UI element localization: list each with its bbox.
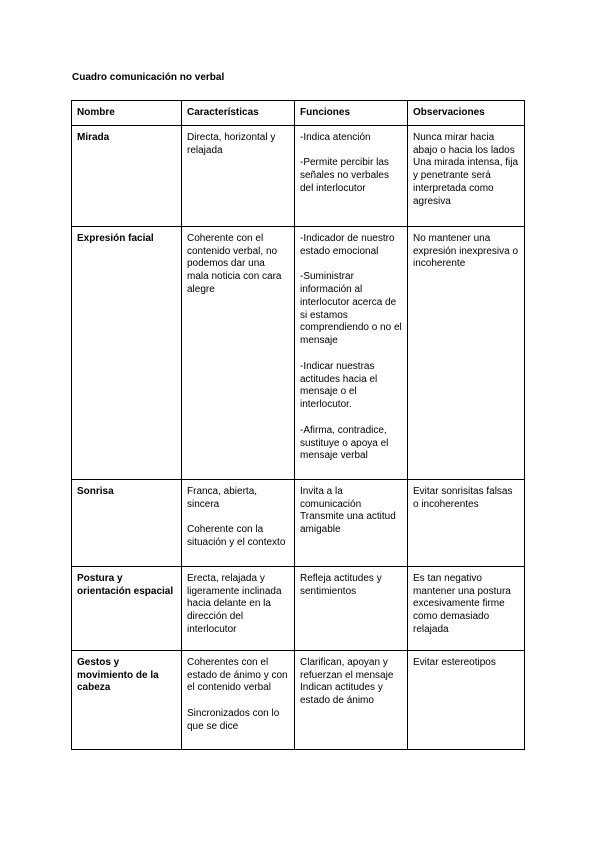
paragraph: -Indicar nuestras actitudes hacia el mensaje o el interlocutor. (300, 360, 378, 411)
cell-funciones (295, 125, 408, 226)
cell-funciones (295, 479, 408, 566)
document-title: Cuadro comunicación no verbal (72, 72, 225, 83)
cell-observaciones (408, 226, 525, 479)
cell-caracteristicas (182, 226, 295, 479)
paragraph: -Indica atención (300, 131, 371, 143)
cell-caracteristicas (182, 566, 295, 650)
paragraph: Erecta, relajada y ligeramente inclinada hacia delante en la dirección del interlocutor (187, 572, 282, 635)
table-row (72, 125, 525, 226)
cell-nombre: Postura y orientación espacial (72, 566, 182, 650)
table-row (72, 479, 525, 566)
paragraph: -Afirma, contradice, sustituye o apoya el mensaje verbal (300, 424, 389, 462)
paragraph: Clarifican, apoyan y refuerzan el mensaje Indican actitudes y estado de ánimo (300, 656, 394, 707)
paragraph: -Suministrar información al interlocutor acerca de si estamos comprendiendo o no el mensaje (300, 271, 402, 347)
cell-nombre: Gestos y movimiento de la cabeza (72, 650, 182, 749)
header-funciones: Funciones (295, 101, 408, 126)
paragraph: Coherente con el contenido verbal, no podemos dar una mala noticia con cara alegre (187, 232, 282, 295)
cell-observaciones (408, 566, 525, 650)
cell-nombre: Expresión facial (72, 226, 182, 479)
header-caracteristicas: Características (182, 101, 295, 126)
cell-observaciones (408, 650, 525, 749)
paragraph: -Indicador de nuestro estado emocional (300, 232, 395, 257)
paragraph: Franca, abierta, sincera (187, 485, 258, 510)
paragraph: Invita a la comunicación Transmite una actitud amigable (300, 485, 396, 536)
table-header-row (72, 101, 525, 126)
paragraph: No mantener una expresión inexpresiva o incoherente (413, 232, 519, 270)
paragraph: Nunca mirar hacia abajo o hacia los lados Una mirada intensa, fija y penetrante será interpretada como agresiva (413, 131, 519, 207)
paragraph: -Permite percibir las señales no verbales del interlocutor (300, 157, 389, 194)
cell-caracteristicas (182, 125, 295, 226)
header-observaciones: Observaciones (408, 101, 525, 126)
cell-funciones (295, 566, 408, 650)
cell-nombre: Mirada (72, 125, 182, 226)
table-row (72, 566, 525, 650)
cell-funciones (295, 226, 408, 479)
paragraph: Directa, horizontal y relajada (187, 131, 276, 156)
header-nombre: Nombre (72, 101, 182, 126)
table-row (72, 226, 525, 479)
table-row (72, 650, 525, 749)
cell-nombre: Sonrisa (72, 479, 182, 566)
paragraph: Es tan negativo mantener una postura excesivamente firme como demasiado relajada (413, 572, 511, 635)
paragraph: Coherentes con el estado de ánimo y con el contenido verbal (187, 656, 288, 694)
nonverbal-communication-table (71, 100, 525, 750)
cell-observaciones (408, 479, 525, 566)
cell-observaciones (408, 125, 525, 226)
paragraph: Coherente con la situación y el contexto (187, 524, 286, 548)
cell-caracteristicas (182, 650, 295, 749)
paragraph: Refleja actitudes y sentimientos (300, 572, 382, 597)
paragraph: Evitar sonrisitas falsas o incoherentes (413, 485, 513, 510)
cell-funciones (295, 650, 408, 749)
paragraph: Sincronizados con lo que se dice (187, 707, 280, 732)
paragraph: Evitar estereotipos (413, 656, 496, 668)
cell-caracteristicas (182, 479, 295, 566)
